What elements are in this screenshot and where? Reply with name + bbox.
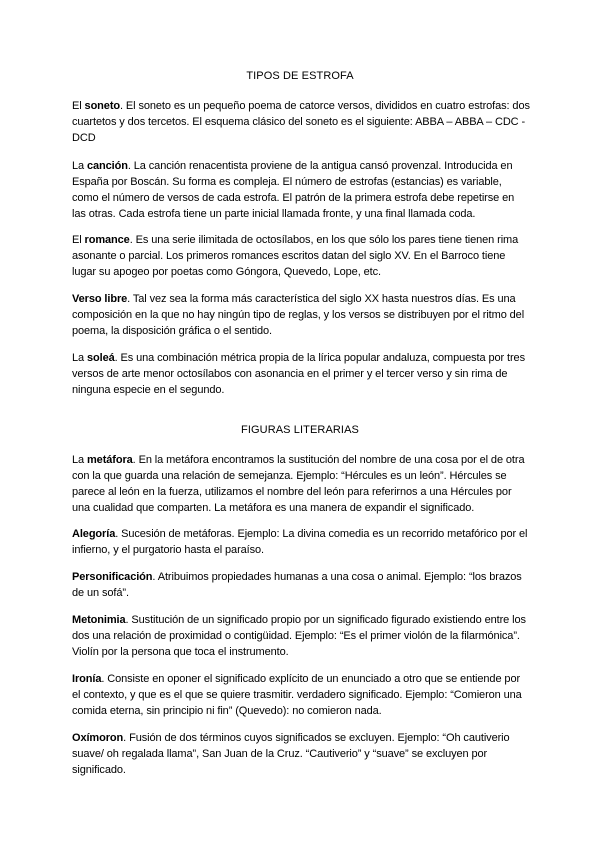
paragraph-verso-libre: Verso libre. Tal vez sea la forma más característica del siglo XX hasta nuestros días. Es una composición en la que no hay ningún tipo de reglas, y los versos se distribuyen por el ritmo del poema, la disposición gráfica o el sentido.	[72, 293, 525, 337]
paragraph-personificacion: Personificación. Atribuimos propiedades humanas a una cosa o animal. Ejemplo: “los brazos de un sofá”.	[72, 571, 522, 599]
term-personificacion: Personificación	[72, 571, 153, 583]
section-title-tipos-de-estrofa: TIPOS DE ESTROFA	[246, 70, 354, 82]
paragraph-ironia: Ironía. Consiste en oponer el significado explícito de un enunciado a otro que se entiende por el contexto, y que es el que se quiere trasmitir. verdadero significado. Ejemplo: “Comieron una comida eterna, sin principio ni fin” (Quevedo): no comieron nada.	[72, 673, 522, 717]
paragraph-solea: La soleá. Es una combinación métrica propia de la lírica popular andaluza, compuesta por tres versos de arte menor octosílabos con asonancia en el primer y el tercer verso y sin rima de ninguna especie en el segundo.	[72, 352, 525, 396]
term-cancion: canción	[87, 160, 128, 172]
paragraph-alegoria: Alegoría. Sucesión de metáforas. Ejemplo: La divina comedia es un recorrido metafórico por el infierno, y el purgatorio hasta el paraíso.	[72, 528, 528, 556]
term-alegoria: Alegoría	[72, 528, 116, 540]
paragraph-cancion: La canción. La canción renacentista proviene de la antigua cansó provenzal. Introducida en España por Boscán. Su forma es compleja. El número de estrofas (estancias) es variable, como el número de versos de cada estrofa. El patrón de la primera estrofa debe repetirse en las otras. Cada estrofa tiene un parte inicial llamada fronte, y una final llamada coda.	[72, 160, 515, 220]
term-solea: soleá	[87, 352, 115, 364]
paragraph-metafora: La metáfora. En la metáfora encontramos la sustitución del nombre de una cosa por el de otra con la que guarda una relación de semejanza. Ejemplo: “Hércules es un león”. Hércules se parece al león en la fuerza, utilizamos el nombre del león para referirnos a una Hércules por una cualidad que comparten. La metáfora es una manera de expandir el significado.	[72, 454, 525, 514]
term-verso-libre: Verso libre	[72, 293, 128, 305]
paragraph-romance: El romance. Es una serie ilimitada de octosílabos, en los que sólo los pares tiene tienen rima asonante o parcial. Los primeros romances escritos datan del siglo XV. En el Barroco tiene lugar su apogeo por poetas como Góngora, Quevedo, Lope, etc.	[72, 234, 519, 278]
term-metonimia: Metonimia	[72, 614, 126, 626]
paragraph-metonimia: Metonimia. Sustitución de un significado propio por un significado figurado existiendo entre los dos una relación de proximidad o contigüidad. Ejemplo: “Es el primer violón de la filarmónica”. Violín por la persona que toca el instrumento.	[72, 614, 526, 658]
term-soneto: soneto	[84, 100, 121, 112]
term-romance: romance	[84, 234, 130, 246]
paragraph-soneto: El soneto. El soneto es un pequeño poema de catorce versos, divididos en cuatro estrofas: dos cuartetos y dos tercetos. El esquema clásico del soneto es el siguiente: ABBA – ABBA – CDC -DCD	[72, 100, 530, 144]
term-oximoron: Oxímoron	[72, 732, 124, 744]
term-ironia: Ironía	[72, 673, 102, 685]
section-title-figuras-literarias: FIGURAS LITERARIAS	[241, 424, 359, 436]
term-metafora: metáfora	[87, 454, 133, 466]
paragraph-oximoron: Oxímoron. Fusión de dos términos cuyos significados se excluyen. Ejemplo: “Oh cautiverio suave/ oh regalada llama”, San Juan de la Cruz. “Cautiverio” y “suave” se excluyen por significado.	[72, 732, 510, 776]
